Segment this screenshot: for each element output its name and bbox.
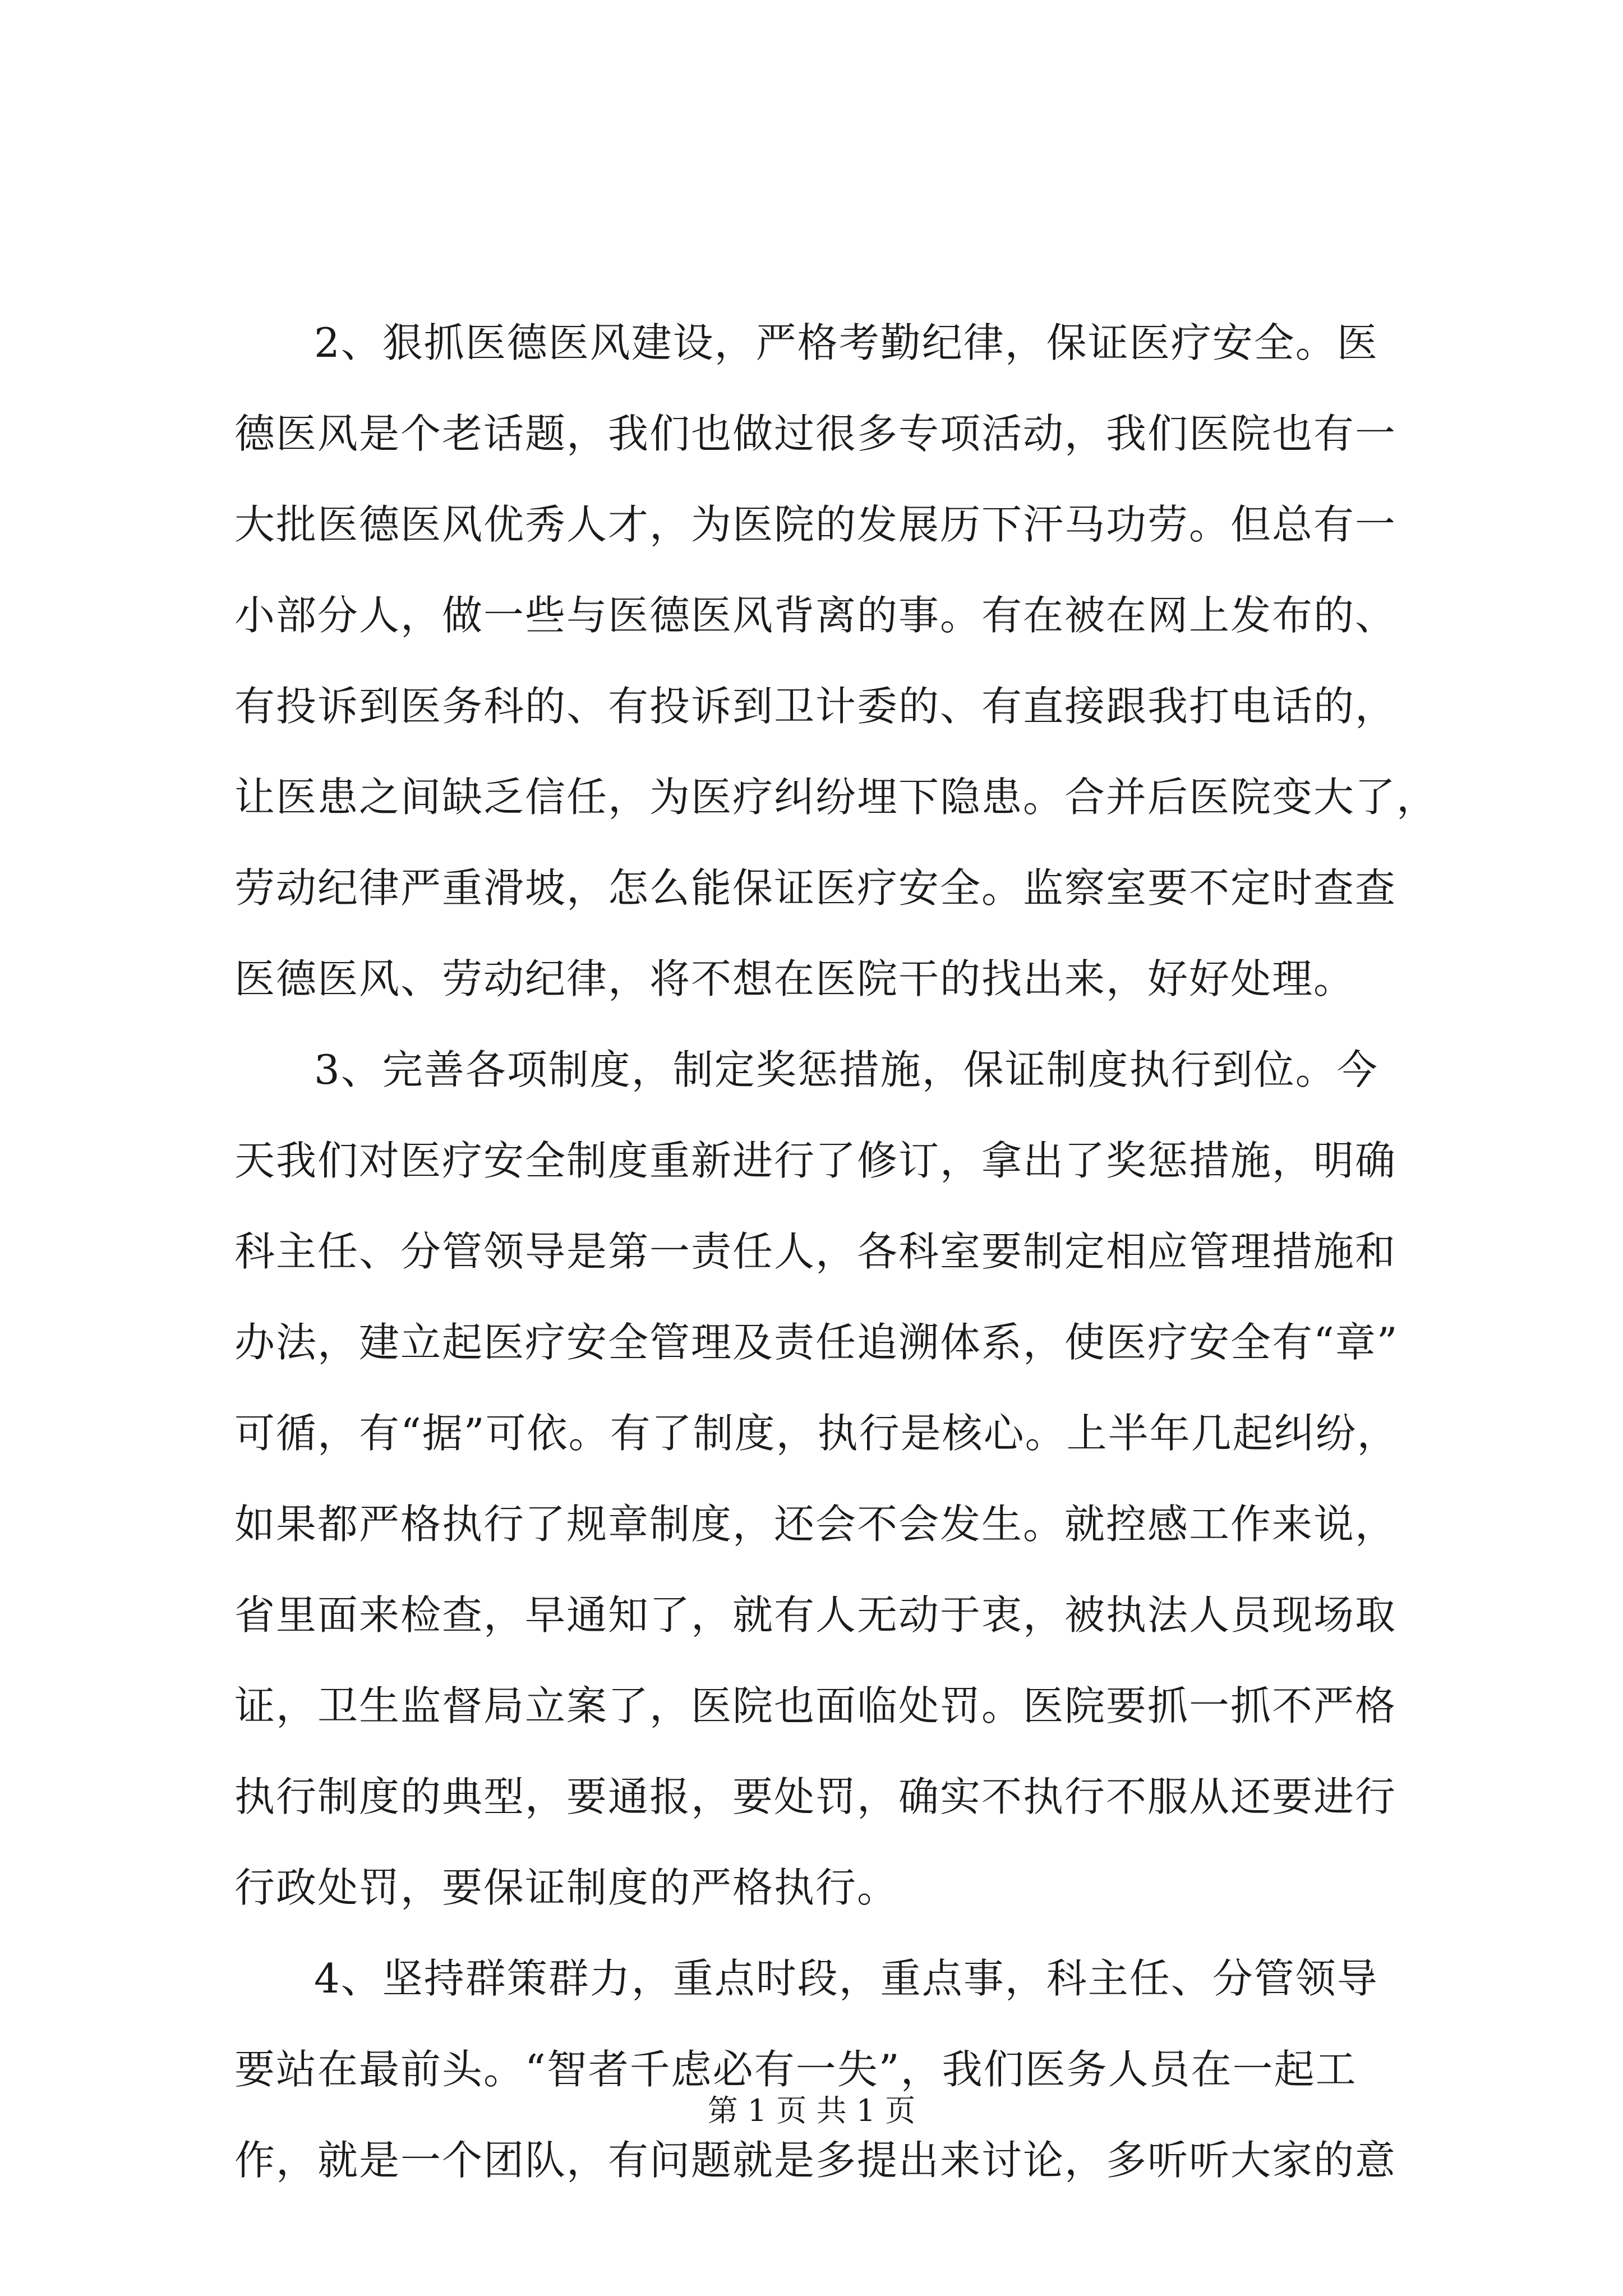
paragraph-3-line-5: 可循，有“据”可依。有了制度，执行是核心。上半年几起纠纷，: [234, 1410, 1399, 1457]
paragraph-2-line-3: 大批医德医风优秀人才，为医院的发展历下汗马功劳。但总有一: [234, 501, 1397, 548]
paragraph-3-line-6: 如果都严格执行了规章制度，还会不会发生。就控感工作来说，: [234, 1501, 1397, 1548]
paragraph-3-line-9: 执行制度的典型，要通报，要处罚，确实不执行不服从还要进行: [234, 1773, 1397, 1820]
paragraph-3-line-10: 行政处罚，要保证制度的严格执行。: [234, 1864, 899, 1911]
paragraph-2-line-5: 有投诉到医务科的、有投诉到卫计委的、有直接跟我打电话的，: [234, 683, 1397, 730]
paragraph-3-line-4: 办法，建立起医疗安全管理及责任追溯体系，使医疗安全有“章”: [234, 1319, 1399, 1366]
paragraph-2-line-1: 2、狠抓医德医风建设，严格考勤纪律，保证医疗安全。医: [314, 319, 1378, 366]
paragraph-4-line-3: 作，就是一个团队，有问题就是多提出来讨论，多听听大家的意: [234, 2137, 1397, 2184]
paragraph-3-line-7: 省里面来检查，早通知了，就有人无动于衷，被执法人员现场取: [234, 1591, 1397, 1639]
paragraph-2-line-8: 医德医风、劳动纪律，将不想在医院干的找出来，好好处理。: [234, 955, 1355, 1002]
paragraph-2-line-4: 小部分人，做一些与医德医风背离的事。有在被在网上发布的、: [234, 592, 1397, 639]
paragraph-2-line-2: 德医风是个老话题，我们也做过很多专项活动，我们医院也有一: [234, 410, 1397, 457]
paragraph-4-line-1: 4、坚持群策群力，重点时段，重点事，科主任、分管领导: [314, 1955, 1378, 2002]
paragraph-2-line-6: 让医患之间缺乏信任，为医疗纠纷埋下隐患。合并后医院变大了，: [234, 774, 1438, 821]
paragraph-3-line-1: 3、完善各项制度，制定奖惩措施，保证制度执行到位。今: [314, 1046, 1378, 1093]
paragraph-4-line-2: 要站在最前头。“智者千虑必有一失”，我们医务人员在一起工: [234, 2046, 1357, 2093]
paragraph-3-line-3: 科主任、分管领导是第一责任人，各科室要制定相应管理措施和: [234, 1228, 1397, 1275]
page-number-footer: 第 1 页 共 1 页: [707, 2093, 916, 2128]
paragraph-3-line-2: 天我们对医疗安全制度重新进行了修订，拿出了奖惩措施，明确: [234, 1137, 1397, 1184]
paragraph-3-line-8: 证，卫生监督局立案了，医院也面临处罚。医院要抓一抓不严格: [234, 1682, 1397, 1729]
document-body: [234, 297, 1438, 2206]
paragraph-2-line-7: 劳动纪律严重滑坡，怎么能保证医疗安全。监察室要不定时查查: [234, 864, 1397, 912]
